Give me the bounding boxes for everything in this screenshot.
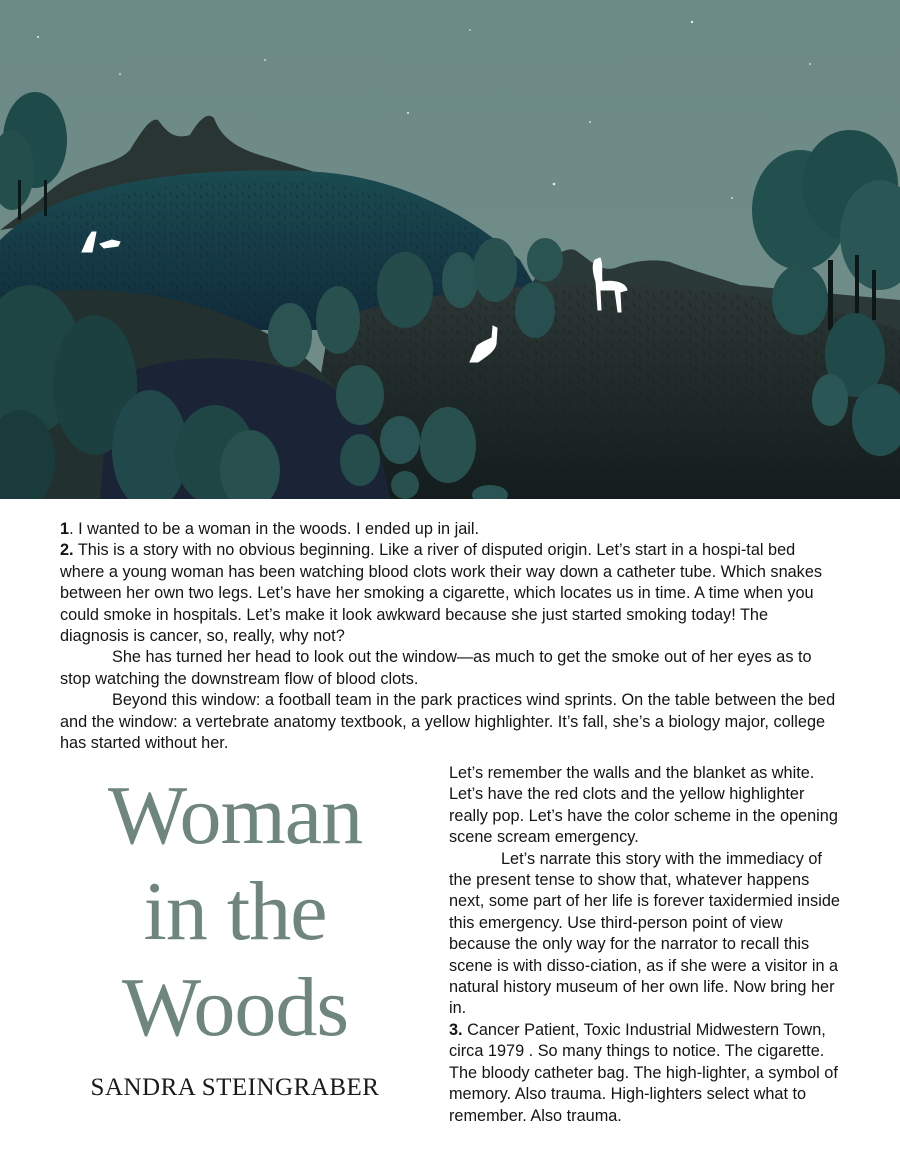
opening-section: [60, 519, 840, 754]
paragraph-2: [60, 540, 840, 647]
section-number-3: 3.: [449, 1020, 463, 1039]
paragraph-3: She has turned her head to look out the window—as much to get the smoke out of her eyes as to stop watching the downstream flow of blood clots.: [60, 648, 812, 688]
section-number-2: 2.: [60, 541, 74, 560]
paragraph-1: [60, 519, 840, 540]
title-line-2: in the: [143, 865, 327, 958]
right-paragraph-3: [449, 1020, 845, 1127]
paragraph-1-text: . I wanted to be a woman in the woods. I ended up in jail.: [69, 520, 480, 538]
night-forest-illustration: [0, 0, 900, 499]
article-title: [40, 768, 430, 1056]
right-paragraph-1: Let’s remember the walls and the blanket as white. Let’s have the red clots and the yellow highlighter really pop. Let’s have the color scheme in the opening scene scream emergency.: [449, 764, 838, 847]
section-number-1: 1: [60, 520, 70, 538]
right-column: [449, 763, 845, 1127]
title-line-3: Woods: [121, 961, 349, 1054]
right-paragraph-2: Let’s narrate this story with the immediacy of the present tense to show that, whatever happens next, some part of her life is forever taxidermied inside this emergency. Use third-person point of view because the only way for the narrator to recall this scene is with disso-ciation, as if she were a visitor in a natural history museum of her own life. Now bring her in.: [449, 849, 840, 1018]
header-illustration: [0, 0, 900, 499]
right-paragraph-3-text: Cancer Patient, Toxic Industrial Midwestern Town, circa 1979 . So many things to notice. The cigarette. The bloody catheter bag. The high-lighter, a symbol of memory. Also trauma. High-lighters select what to remember. Also trauma.: [449, 1020, 838, 1125]
title-line-1: Woman: [107, 769, 363, 862]
paragraph-4: Beyond this window: a football team in the park practices wind sprints. On the table between the bed and the window: a vertebrate anatomy textbook, a yellow highlighter. It’s fall, she’s a biology major, college has started without her.: [60, 691, 836, 753]
author-byline: SANDRA STEINGRABER: [90, 1074, 380, 1101]
paragraph-2-text: This is a story with no obvious beginning. Like a river of disputed origin. Let’s start in a hospi-tal bed where a young woman has been watching blood clots work their way down a catheter tube. Which snakes between her own two legs. Let’s have her smoking a cigarette, which locates us in time. A time when you could smoke in hospitals. Let’s make it look awkward because she just started smoking today! The diagnosis is cancer, so, really, why not?: [60, 541, 823, 646]
